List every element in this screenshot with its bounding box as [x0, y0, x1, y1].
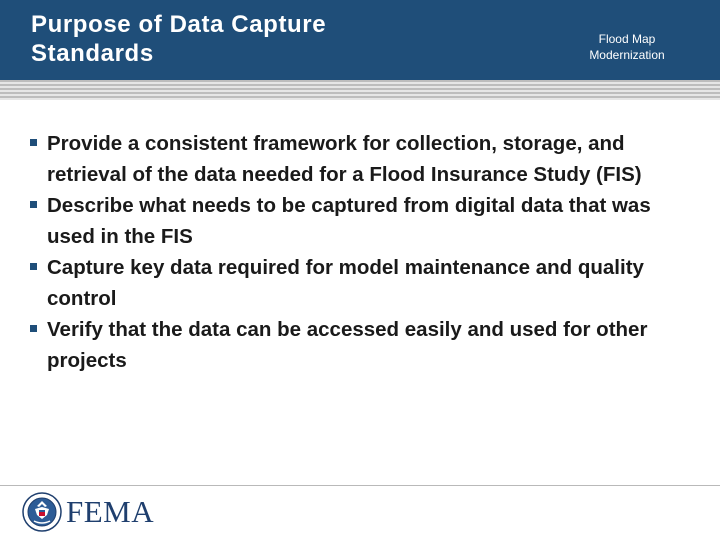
- bullet-text: Capture key data required for model maintenance and quality control: [47, 256, 644, 310]
- square-bullet-icon: [30, 325, 37, 332]
- slide-title: Purpose of Data Capture Standards: [31, 11, 327, 67]
- bullet-text: Provide a consistent framework for collection, storage, and retrieval of the data needed for a Flood Insurance Study (FIS): [47, 132, 642, 186]
- fema-wordmark: FEMA: [66, 494, 155, 529]
- bullet-item: [30, 190, 700, 252]
- bullet-list: [30, 128, 700, 376]
- square-bullet-icon: [30, 201, 37, 208]
- bullet-item: [30, 314, 700, 376]
- square-bullet-icon: [30, 139, 37, 146]
- bullet-text: Describe what needs to be captured from digital data that was used in the FIS: [47, 194, 651, 248]
- square-bullet-icon: [30, 263, 37, 270]
- program-subtitle: Flood Map Modernization: [589, 32, 665, 62]
- bullet-text: Verify that the data can be accessed easily and used for other projects: [47, 318, 648, 372]
- bullet-item: [30, 128, 700, 190]
- slide-header: [0, 0, 720, 80]
- header-stripe-divider: [0, 80, 720, 100]
- fema-logo: [22, 492, 154, 532]
- footer-divider: [0, 485, 720, 486]
- bullet-item: [30, 252, 700, 314]
- dhs-seal-icon: [22, 492, 62, 532]
